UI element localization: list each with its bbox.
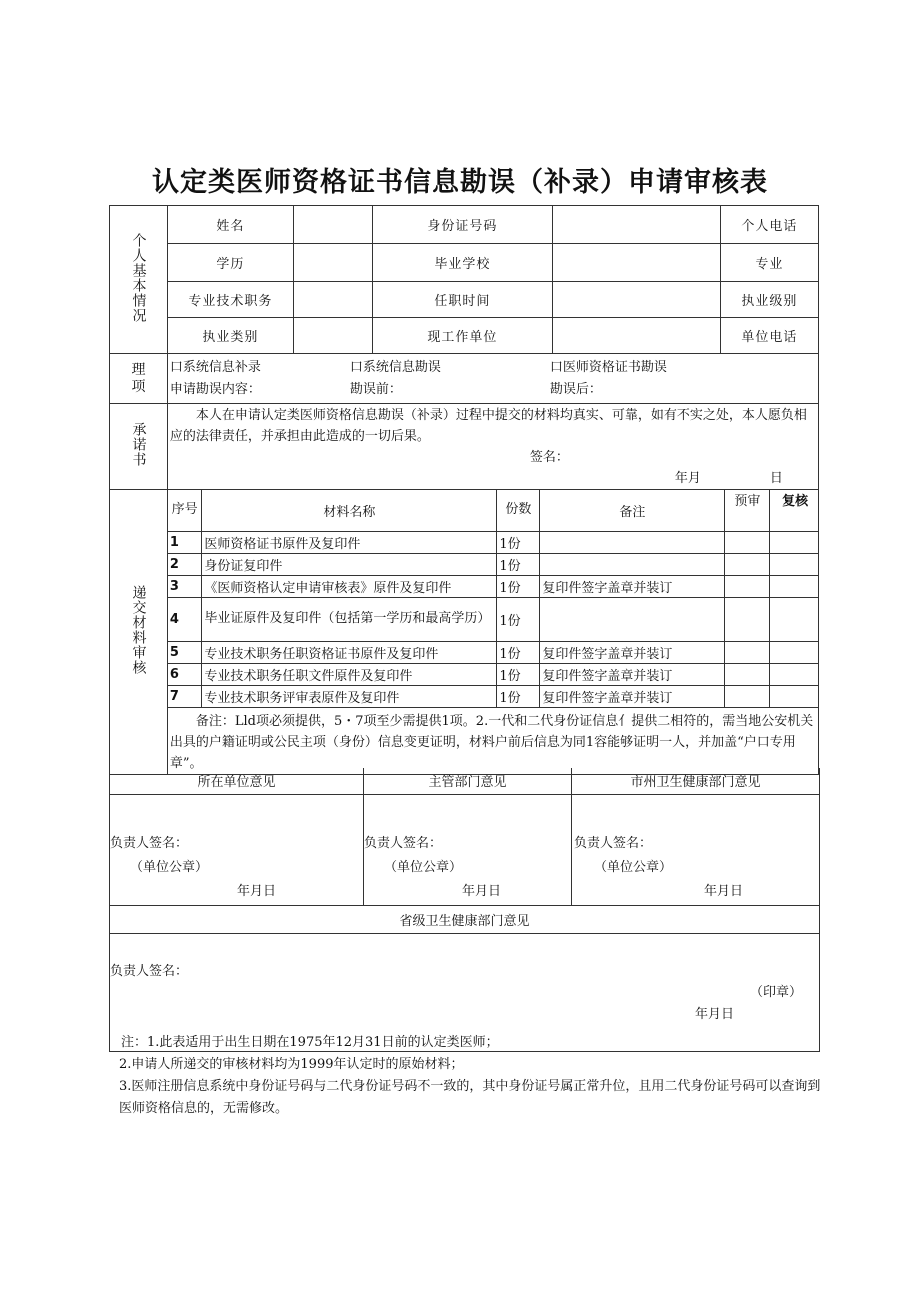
opinions-table [109,768,820,1052]
provincial-seal-label: （印章） [750,984,803,1000]
workplace-field[interactable] [553,318,720,354]
personal-section-label: 个人基本情况 [110,206,168,354]
pre-review-check[interactable] [725,685,770,707]
title-label: 专业技术职务 [167,282,293,318]
city-date-label: 年月日 [704,883,744,899]
unit-date-label: 年月日 [237,883,277,899]
authority-sign-label: 负责人签名： [364,835,443,851]
table-row: 1 医师资格证书原件及复印件 1份 [168,531,819,553]
header-pre-review: 预审 [725,490,770,531]
pledge-sign-label: 签名： [529,450,569,465]
tenure-field[interactable] [553,282,720,318]
unit-sign-label: 负责人签名： [110,835,189,851]
pledge-text: 本人在申请认定类医师资格信息勘误（补录）过程中提交的材料均真实、可靠，如有不实之处，本人愿负相应的法律责任，并承担由此造成的一切后果。 [169,408,807,444]
footnotes [121,1032,821,1120]
application-form-table [109,205,819,775]
work-phone-label: 单位电话 [720,318,818,354]
header-material-name: 材料名称 [202,490,497,531]
footnote-1: 注：1.此表适用于出生日期在1975年12月31日前的认定类医师； [121,1035,499,1050]
header-count: 份数 [497,490,540,531]
pre-review-check[interactable] [725,663,770,685]
recheck-check[interactable] [770,531,819,553]
option-certificate-correction[interactable]: 口医师资格证书勘误 [549,359,667,375]
major-label: 专业 [720,244,818,282]
recheck-check[interactable] [770,597,819,641]
pre-review-check[interactable] [725,597,770,641]
practice-type-field[interactable] [293,318,372,354]
name-field[interactable] [293,206,372,244]
option-system-supplement[interactable]: 口系统信息补录 [169,359,261,375]
header-no: 序号 [168,490,202,531]
table-row: 3 《医师资格认定申请审核表》原件及复印件 1份 复印件签字盖章并装订 [168,575,819,597]
table-row: 2 身份证复印件 1份 [168,553,819,575]
unit-seal-label: （单位公章） [130,859,209,875]
recheck-check[interactable] [770,575,819,597]
tenure-label: 任职时间 [372,282,553,318]
header-recheck: 复核 [770,490,819,531]
education-label: 学历 [167,244,293,282]
recheck-check[interactable] [770,663,819,685]
pre-review-check[interactable] [725,575,770,597]
education-field[interactable] [293,244,372,282]
option-system-correction[interactable]: 口系统信息勘误 [349,359,441,375]
pledge-date-d: 日 [769,471,783,486]
city-health-opinion-header: 市州卫生健康部门意见 [572,768,820,794]
school-label: 毕业学校 [372,244,553,282]
pre-review-check[interactable] [725,553,770,575]
practice-type-label: 执业类别 [167,318,293,354]
pledge-section-label: 承诺书 [110,404,168,490]
authority-opinion-box[interactable] [364,794,572,905]
provincial-sign-label: 负责人签名： [110,963,189,979]
materials-section-label: 递交材料审核 [110,490,168,775]
authority-opinion-header: 主管部门意见 [364,768,572,794]
form-title: 认定类医师资格证书信息勘误（补录）申请审核表 [152,167,768,198]
provincial-opinion-header: 省级卫生健康部门意见 [110,905,820,933]
workplace-label: 现工作单位 [372,318,553,354]
practice-level-label: 执业级别 [720,282,818,318]
name-label: 姓名 [167,206,293,244]
provincial-date-label: 年月日 [695,1006,735,1022]
title-field[interactable] [293,282,372,318]
id-number-label: 身份证号码 [372,206,553,244]
correction-content-label: 申请勘误内容： [169,381,261,397]
recheck-check[interactable] [770,641,819,663]
after-correction-label: 勘误后： [549,381,602,397]
pledge-date-ym: 年月 [674,471,701,486]
pre-review-check[interactable] [725,641,770,663]
recheck-check[interactable] [770,553,819,575]
footnote-2: 2.申请人所递交的审核材料均为1999年认定时的原始材料； [119,1057,464,1072]
id-number-field[interactable] [553,206,720,244]
authority-seal-label: （单位公章） [384,859,463,875]
footnote-3: 3.医师注册信息系统中身份证号码与二代身份证号码不一致的，其中身份证号属正常升位，且用二代身份证号码可以查询到医师资格信息的，无需修改。 [119,1079,821,1116]
materials-remark: 备注：Lld项必须提供，5・7项至少需提供1项。2.一代和二代身份证信息亻提供二相符的，需当地公安机关出具的户籍证明或公民主项（身份）信息变更证明，材料户前后信息为同1容能够证明一人，并加盖“户口专用章”。 [169,713,814,771]
matter-section-label: 理项 [110,354,168,404]
pre-review-check[interactable] [725,531,770,553]
city-sign-label: 负责人签名： [574,835,653,851]
authority-date-label: 年月日 [462,883,502,899]
recheck-check[interactable] [770,685,819,707]
city-seal-label: （单位公章） [594,859,673,875]
city-health-opinion-box[interactable] [572,794,820,905]
before-correction-label: 勘误前： [349,381,402,397]
table-row: 5 专业技术职务任职资格证书原件及复印件 1份 复印件签字盖章并装订 [168,641,819,663]
unit-opinion-header: 所在单位意见 [110,768,364,794]
personal-phone-label: 个人电话 [741,219,798,234]
table-row: 6 专业技术职务任职文件原件及复印件 1份 复印件签字盖章并装订 [168,663,819,685]
school-field[interactable] [553,244,720,282]
table-row: 4 毕业证原件及复印件（包括第一学历和最高学历） 1份 [168,597,819,641]
personal-phone-cell [720,206,818,244]
header-note: 备注 [540,490,725,531]
unit-opinion-box[interactable] [110,794,364,905]
materials-table [168,490,819,774]
table-row: 7 专业技术职务评审表原件及复印件 1份 复印件签字盖章并装订 [168,685,819,707]
